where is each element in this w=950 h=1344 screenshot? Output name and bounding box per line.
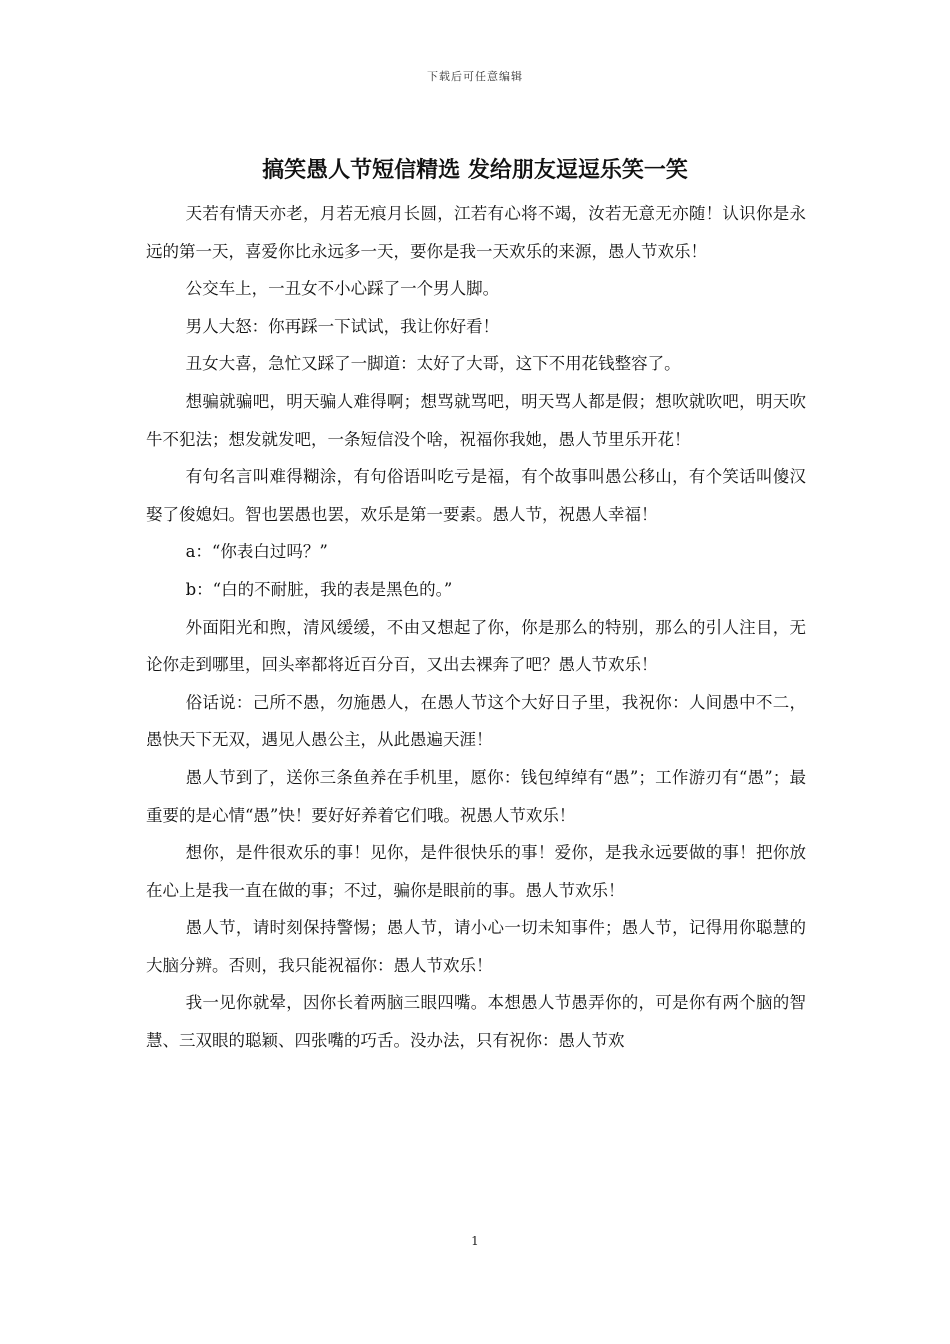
paragraph: 愚人节，请时刻保持警惕；愚人节，请小心一切未知事件；愚人节，记得用你聪慧的大脑分辨。否则，我只能祝福你：愚人节欢乐！ [146,918,806,975]
paragraph: 愚人节到了，送你三条鱼养在手机里，愿你：钱包绰绰有“愚”；工作游刃有“愚”；最重要的是心情“愚”快！要好好养着它们哦。祝愚人节欢乐！ [146,767,806,825]
paragraph: 想你，是件很欢乐的事！见你，是件很快乐的事！爱你，是我永远要做的事！把你放在心上是我一直在做的事；不过，骗你是眼前的事。愚人节欢乐！ [146,843,806,900]
paragraph: a：“你表白过吗？” [185,542,328,562]
paragraph: b：“白的不耐脏，我的表是黑色的。” [185,579,453,599]
page-header-note: 下载后可任意编辑 [427,70,523,83]
paragraph: 丑女大喜，急忙又踩了一脚道：太好了大哥，这下不用花钱整容了。 [185,354,681,374]
document-title: 搞笑愚人节短信精选 发给朋友逗逗乐笑一笑 [262,158,688,183]
paragraph: 俗话说：己所不愚，勿施愚人，在愚人节这个大好日子里，我祝你：人间愚中不二，愚快天下无双，遇见人愚公主，从此愚遍天涯！ [146,692,806,750]
paragraph: 天若有情天亦老，月若无痕月长圆，江若有心将不竭，汝若无意无亦随！认识你是永远的第一天，喜爱你比永远多一天，要你是我一天欢乐的来源，愚人节欢乐！ [146,204,806,261]
page-number: 1 [471,1234,479,1248]
document-body [146,195,806,1060]
paragraph: 我一见你就晕，因你长着两脑三眼四嘴。本想愚人节愚弄你的，可是你有两个脑的智慧、三双眼的聪颖、四张嘴的巧舌。没办法，只有祝你：愚人节欢 [146,993,806,1051]
paragraph: 男人大怒：你再踩一下试试，我让你好看！ [185,316,500,336]
paragraph: 想骗就骗吧，明天骗人难得啊；想骂就骂吧，明天骂人都是假；想吹就吹吧，明天吹牛不犯法；想发就发吧，一条短信没个啥，祝福你我她，愚人节里乐开花！ [146,391,806,449]
paragraph: 外面阳光和煦，清风缓缓，不由又想起了你，你是那么的特别，那么的引人注目，无论你走到哪里，回头率都将近百分百，又出去裸奔了吧？愚人节欢乐！ [146,617,806,675]
paragraph: 公交车上，一丑女不小心踩了一个男人脚。 [185,279,500,299]
paragraph: 有句名言叫难得糊涂，有句俗语叫吃亏是福，有个故事叫愚公移山，有个笑话叫傻汉娶了俊媳妇。智也罢愚也罢，欢乐是第一要素。愚人节，祝愚人幸福！ [146,467,806,524]
